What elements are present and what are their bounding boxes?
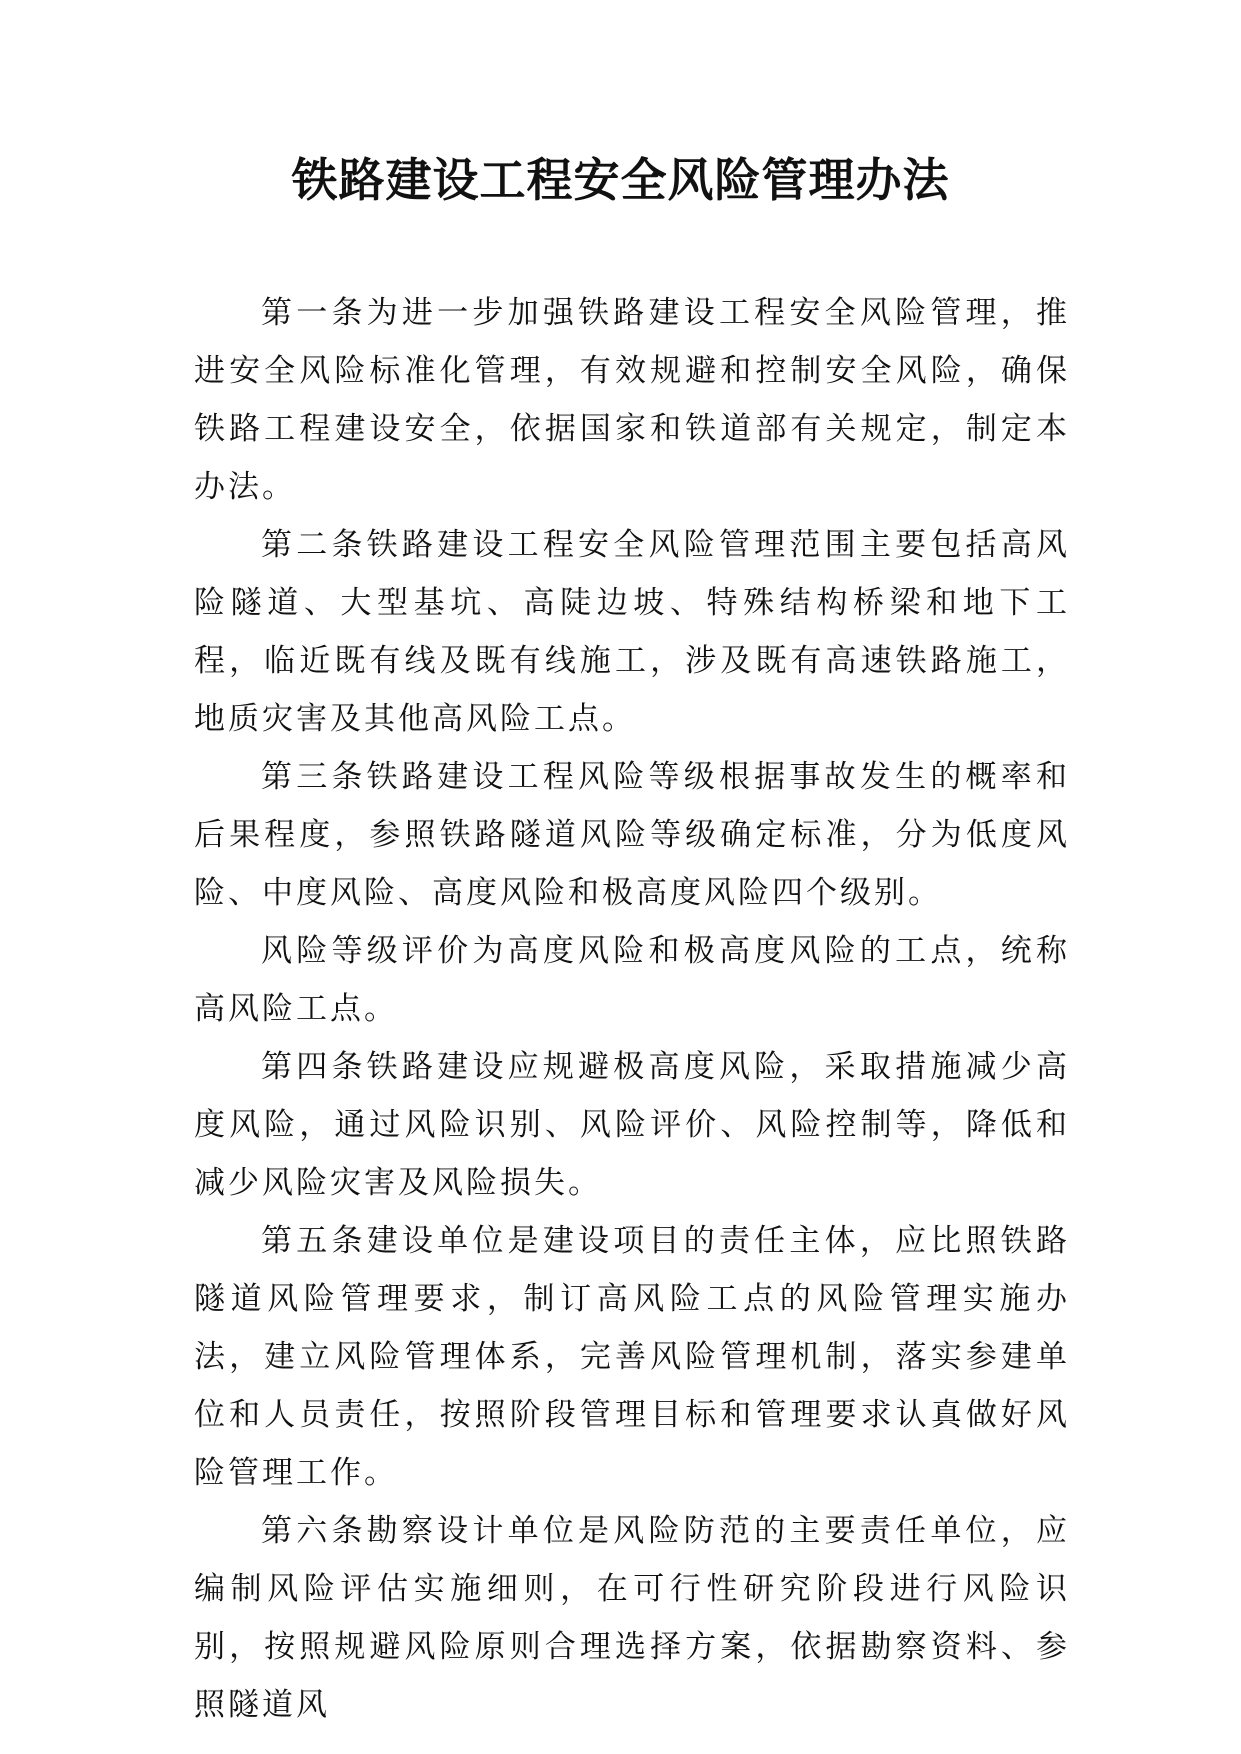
article-1-paragraph: 第一条为进一步加强铁路建设工程安全风险管理，推进安全风险标准化管理，有效规避和控制安全风险，确保铁路工程建设安全，依据国家和铁道部有关规定，制定本办法。: [194, 295, 1070, 505]
article-2-paragraph: 第二条铁路建设工程安全风险管理范围主要包括高风险隧道、大型基坑、高陡边坡、特殊结构桥梁和地下工程，临近既有线及既有线施工，涉及既有高速铁路施工，地质灾害及其他高风险工点。: [194, 527, 1070, 737]
article-4-paragraph: 第四条铁路建设应规避极高度风险，采取措施减少高度风险，通过风险识别、风险评价、风险控制等，降低和减少风险灾害及风险损失。: [194, 1049, 1070, 1201]
article-3-paragraph: 第三条铁路建设工程风险等级根据事故发生的概率和后果程度，参照铁路隧道风险等级确定标准，分为低度风险、中度风险、高度风险和极高度风险四个级别。: [194, 759, 1070, 911]
document-body: [194, 284, 1070, 1734]
risk-level-note-paragraph: 风险等级评价为高度风险和极高度风险的工点，统称高风险工点。: [194, 933, 1070, 1027]
article-5-paragraph: 第五条建设单位是建设项目的责任主体，应比照铁路隧道风险管理要求，制订高风险工点的风险管理实施办法，建立风险管理体系，完善风险管理机制，落实参建单位和人员责任，按照阶段管理目标和管理要求认真做好风险管理工作。: [194, 1223, 1070, 1491]
document-title: 铁路建设工程安全风险管理办法: [291, 153, 950, 207]
article-6-paragraph: 第六条勘察设计单位是风险防范的主要责任单位，应编制风险评估实施细则，在可行性研究阶段进行风险识别，按照规避风险原则合理选择方案，依据勘察资料、参照隧道风: [194, 1513, 1070, 1723]
